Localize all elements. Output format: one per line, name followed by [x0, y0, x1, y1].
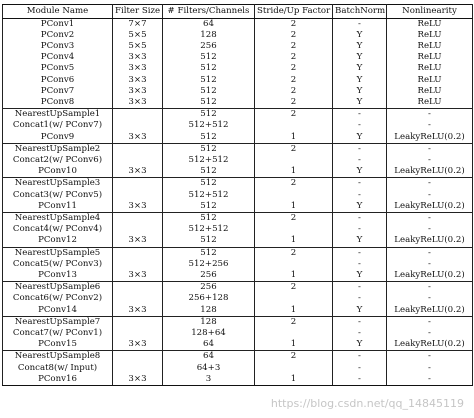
cell-filters-channels: 512 [163, 109, 255, 121]
cell-filters-channels: 512 [163, 178, 255, 190]
cell-stride-up-factor: 2 [255, 316, 333, 328]
cell-module-name: Concat7(w/ PConv1) [3, 328, 113, 339]
cell-module-name: PConv7 [3, 86, 113, 97]
header-module-name: Module Name [3, 5, 113, 19]
table-row [3, 235, 473, 247]
table-row [3, 201, 473, 213]
cell-batchnorm: - [333, 155, 387, 166]
cell-module-name: PConv5 [3, 63, 113, 74]
cell-stride-up-factor [255, 224, 333, 235]
cell-filter-size [113, 143, 163, 155]
cell-batchnorm: - [333, 224, 387, 235]
cell-nonlinearity: - [387, 316, 473, 328]
cell-filters-channels: 512 [163, 247, 255, 259]
cell-filters-channels: 512+512 [163, 190, 255, 201]
table-row [3, 178, 473, 190]
cell-filters-channels: 64 [163, 351, 255, 363]
cell-filter-size [113, 351, 163, 363]
cell-module-name: PConv4 [3, 52, 113, 63]
table-row [3, 41, 473, 52]
cell-nonlinearity: ReLU [387, 63, 473, 74]
table-row [3, 351, 473, 363]
cell-module-name: NearestUpSample7 [3, 316, 113, 328]
cell-filter-size: 3×3 [113, 235, 163, 247]
header-stride-up-factor: Stride/Up Factor [255, 5, 333, 19]
cell-nonlinearity: LeakyReLU(0.2) [387, 305, 473, 317]
cell-nonlinearity: - [387, 351, 473, 363]
cell-filter-size [113, 178, 163, 190]
header-filter-size: Filter Size [113, 5, 163, 19]
cell-filters-channels: 512 [163, 52, 255, 63]
cell-batchnorm: Y [333, 305, 387, 317]
cell-stride-up-factor: 2 [255, 247, 333, 259]
cell-module-name: PConv11 [3, 201, 113, 213]
cell-module-name: Concat5(w/ PConv3) [3, 259, 113, 270]
cell-filter-size [113, 155, 163, 166]
cell-nonlinearity: - [387, 293, 473, 304]
cell-stride-up-factor: 1 [255, 132, 333, 144]
table-row [3, 293, 473, 304]
cell-batchnorm: - [333, 316, 387, 328]
cell-nonlinearity: LeakyReLU(0.2) [387, 132, 473, 144]
cell-nonlinearity: - [387, 143, 473, 155]
table-row [3, 97, 473, 109]
cell-filter-size: 3×3 [113, 52, 163, 63]
cell-stride-up-factor: 1 [255, 374, 333, 386]
cell-nonlinearity: - [387, 247, 473, 259]
cell-stride-up-factor: 2 [255, 97, 333, 109]
table-row [3, 30, 473, 41]
cell-batchnorm: Y [333, 166, 387, 178]
cell-filter-size: 3×3 [113, 201, 163, 213]
cell-filters-channels: 64 [163, 18, 255, 30]
cell-batchnorm: Y [333, 132, 387, 144]
cell-filter-size: 3×3 [113, 305, 163, 317]
cell-batchnorm: - [333, 351, 387, 363]
cell-stride-up-factor [255, 363, 333, 374]
cell-nonlinearity: - [387, 212, 473, 224]
cell-stride-up-factor: 1 [255, 235, 333, 247]
table-row [3, 224, 473, 235]
table-row [3, 328, 473, 339]
cell-filter-size [113, 363, 163, 374]
table-row [3, 374, 473, 386]
cell-filters-channels: 256 [163, 41, 255, 52]
cell-filter-size [113, 247, 163, 259]
cell-filters-channels: 512 [163, 75, 255, 86]
cell-stride-up-factor: 2 [255, 282, 333, 294]
cell-stride-up-factor: 1 [255, 201, 333, 213]
table-row [3, 155, 473, 166]
cell-stride-up-factor: 2 [255, 212, 333, 224]
cell-nonlinearity: LeakyReLU(0.2) [387, 166, 473, 178]
cell-module-name: PConv2 [3, 30, 113, 41]
cell-module-name: PConv12 [3, 235, 113, 247]
cell-stride-up-factor: 2 [255, 18, 333, 30]
table-row [3, 316, 473, 328]
cell-stride-up-factor [255, 120, 333, 131]
cell-batchnorm: Y [333, 75, 387, 86]
architecture-table [2, 4, 473, 386]
cell-module-name: NearestUpSample5 [3, 247, 113, 259]
cell-stride-up-factor: 1 [255, 305, 333, 317]
cell-batchnorm: - [333, 190, 387, 201]
cell-module-name: PConv8 [3, 97, 113, 109]
table-row [3, 270, 473, 282]
cell-batchnorm: Y [333, 86, 387, 97]
cell-batchnorm: - [333, 18, 387, 30]
cell-stride-up-factor: 2 [255, 178, 333, 190]
cell-filter-size [113, 259, 163, 270]
cell-module-name: NearestUpSample3 [3, 178, 113, 190]
cell-nonlinearity: - [387, 224, 473, 235]
cell-stride-up-factor: 2 [255, 143, 333, 155]
cell-filter-size [113, 293, 163, 304]
cell-nonlinearity: ReLU [387, 75, 473, 86]
cell-nonlinearity: ReLU [387, 30, 473, 41]
cell-nonlinearity: ReLU [387, 41, 473, 52]
cell-module-name: NearestUpSample6 [3, 282, 113, 294]
table-row [3, 86, 473, 97]
cell-module-name: Concat2(w/ PConv6) [3, 155, 113, 166]
cell-stride-up-factor [255, 259, 333, 270]
cell-filter-size: 3×3 [113, 86, 163, 97]
cell-batchnorm: Y [333, 235, 387, 247]
cell-stride-up-factor [255, 190, 333, 201]
cell-stride-up-factor [255, 293, 333, 304]
cell-module-name: PConv3 [3, 41, 113, 52]
table-row [3, 75, 473, 86]
cell-stride-up-factor [255, 155, 333, 166]
cell-stride-up-factor: 1 [255, 270, 333, 282]
cell-batchnorm: Y [333, 52, 387, 63]
cell-stride-up-factor: 2 [255, 351, 333, 363]
table-row [3, 305, 473, 317]
table-row [3, 120, 473, 131]
cell-stride-up-factor: 2 [255, 75, 333, 86]
cell-filters-channels: 512+256 [163, 259, 255, 270]
cell-stride-up-factor: 2 [255, 109, 333, 121]
cell-batchnorm: - [333, 212, 387, 224]
cell-filters-channels: 128 [163, 305, 255, 317]
cell-nonlinearity: LeakyReLU(0.2) [387, 235, 473, 247]
cell-nonlinearity: ReLU [387, 97, 473, 109]
cell-nonlinearity: ReLU [387, 52, 473, 63]
cell-nonlinearity: - [387, 328, 473, 339]
cell-nonlinearity: LeakyReLU(0.2) [387, 201, 473, 213]
cell-filters-channels: 512 [163, 201, 255, 213]
cell-stride-up-factor: 2 [255, 41, 333, 52]
cell-filters-channels: 128+64 [163, 328, 255, 339]
cell-batchnorm: - [333, 247, 387, 259]
cell-module-name: Concat8(w/ Input) [3, 363, 113, 374]
cell-filter-size [113, 109, 163, 121]
cell-filters-channels: 512 [163, 143, 255, 155]
cell-module-name: NearestUpSample2 [3, 143, 113, 155]
cell-filters-channels: 64+3 [163, 363, 255, 374]
table-row [3, 18, 473, 30]
cell-module-name: PConv6 [3, 75, 113, 86]
header-batchnorm: BatchNorm [333, 5, 387, 19]
cell-filters-channels: 512 [163, 235, 255, 247]
table-row [3, 132, 473, 144]
cell-filters-channels: 256 [163, 270, 255, 282]
cell-filter-size [113, 120, 163, 131]
cell-filter-size: 3×3 [113, 166, 163, 178]
cell-module-name: PConv15 [3, 339, 113, 351]
cell-module-name: Concat6(w/ PConv2) [3, 293, 113, 304]
cell-nonlinearity: LeakyReLU(0.2) [387, 270, 473, 282]
cell-nonlinearity: - [387, 363, 473, 374]
cell-filters-channels: 256+128 [163, 293, 255, 304]
cell-batchnorm: - [333, 293, 387, 304]
cell-filters-channels: 512 [163, 132, 255, 144]
cell-batchnorm: - [333, 120, 387, 131]
cell-module-name: Concat4(w/ PConv4) [3, 224, 113, 235]
cell-module-name: Concat3(w/ PConv5) [3, 190, 113, 201]
cell-module-name: NearestUpSample4 [3, 212, 113, 224]
table-header [3, 5, 473, 19]
cell-filter-size: 3×3 [113, 339, 163, 351]
cell-batchnorm: - [333, 259, 387, 270]
cell-module-name: NearestUpSample8 [3, 351, 113, 363]
cell-module-name: PConv10 [3, 166, 113, 178]
cell-filters-channels: 128 [163, 316, 255, 328]
cell-stride-up-factor: 2 [255, 30, 333, 41]
table-row [3, 363, 473, 374]
cell-filter-size: 7×7 [113, 18, 163, 30]
cell-nonlinearity: ReLU [387, 18, 473, 30]
cell-stride-up-factor: 2 [255, 86, 333, 97]
table-row [3, 259, 473, 270]
cell-batchnorm: Y [333, 201, 387, 213]
cell-batchnorm: - [333, 363, 387, 374]
cell-filters-channels: 512+512 [163, 120, 255, 131]
cell-filters-channels: 64 [163, 339, 255, 351]
cell-nonlinearity: LeakyReLU(0.2) [387, 339, 473, 351]
table-row [3, 52, 473, 63]
cell-stride-up-factor: 2 [255, 52, 333, 63]
table-row [3, 190, 473, 201]
cell-filters-channels: 512 [163, 86, 255, 97]
cell-batchnorm: Y [333, 63, 387, 74]
cell-batchnorm: - [333, 328, 387, 339]
cell-filter-size: 3×3 [113, 132, 163, 144]
cell-filter-size: 5×5 [113, 30, 163, 41]
watermark: https://blog.csdn.net/qq_14845119 [270, 397, 464, 410]
cell-nonlinearity: - [387, 155, 473, 166]
cell-batchnorm: Y [333, 270, 387, 282]
cell-stride-up-factor [255, 328, 333, 339]
cell-batchnorm: Y [333, 339, 387, 351]
table-row [3, 247, 473, 259]
cell-nonlinearity: - [387, 109, 473, 121]
table-row [3, 282, 473, 294]
cell-filter-size: 3×3 [113, 63, 163, 74]
cell-batchnorm: Y [333, 97, 387, 109]
cell-batchnorm: Y [333, 41, 387, 52]
cell-filter-size: 3×3 [113, 270, 163, 282]
table-row [3, 339, 473, 351]
cell-filters-channels: 128 [163, 30, 255, 41]
cell-filters-channels: 512 [163, 212, 255, 224]
cell-filter-size [113, 282, 163, 294]
cell-nonlinearity: ReLU [387, 86, 473, 97]
header-row [3, 5, 473, 19]
cell-nonlinearity: - [387, 178, 473, 190]
cell-batchnorm: - [333, 374, 387, 386]
cell-batchnorm: - [333, 282, 387, 294]
cell-filters-channels: 512 [163, 63, 255, 74]
header-nonlinearity: Nonlinearity [387, 5, 473, 19]
cell-nonlinearity: - [387, 374, 473, 386]
cell-nonlinearity: - [387, 259, 473, 270]
cell-batchnorm: - [333, 143, 387, 155]
cell-stride-up-factor: 1 [255, 166, 333, 178]
table-body [3, 18, 473, 386]
cell-module-name: PConv14 [3, 305, 113, 317]
cell-module-name: PConv9 [3, 132, 113, 144]
table-row [3, 212, 473, 224]
cell-filters-channels: 512+512 [163, 155, 255, 166]
cell-batchnorm: Y [333, 30, 387, 41]
cell-module-name: PConv16 [3, 374, 113, 386]
page-wrapper [2, 4, 472, 416]
cell-filter-size [113, 328, 163, 339]
cell-filter-size [113, 224, 163, 235]
header-filters-channels: # Filters/Channels [163, 5, 255, 19]
cell-filters-channels: 256 [163, 282, 255, 294]
cell-filters-channels: 3 [163, 374, 255, 386]
cell-filter-size: 3×3 [113, 75, 163, 86]
cell-module-name: PConv1 [3, 18, 113, 30]
cell-filter-size: 3×3 [113, 374, 163, 386]
cell-filter-size [113, 212, 163, 224]
cell-nonlinearity: - [387, 120, 473, 131]
cell-filter-size [113, 316, 163, 328]
cell-filters-channels: 512+512 [163, 224, 255, 235]
cell-nonlinearity: - [387, 190, 473, 201]
cell-filters-channels: 512 [163, 97, 255, 109]
table-row [3, 109, 473, 121]
cell-stride-up-factor: 1 [255, 339, 333, 351]
cell-filter-size: 5×5 [113, 41, 163, 52]
table-row [3, 143, 473, 155]
cell-filters-channels: 512 [163, 166, 255, 178]
cell-nonlinearity: - [387, 282, 473, 294]
cell-batchnorm: - [333, 109, 387, 121]
table-row [3, 166, 473, 178]
cell-stride-up-factor: 2 [255, 63, 333, 74]
cell-filter-size [113, 190, 163, 201]
cell-batchnorm: - [333, 178, 387, 190]
cell-module-name: Concat1(w/ PConv7) [3, 120, 113, 131]
cell-filter-size: 3×3 [113, 97, 163, 109]
cell-module-name: PConv13 [3, 270, 113, 282]
cell-module-name: NearestUpSample1 [3, 109, 113, 121]
table-row [3, 63, 473, 74]
